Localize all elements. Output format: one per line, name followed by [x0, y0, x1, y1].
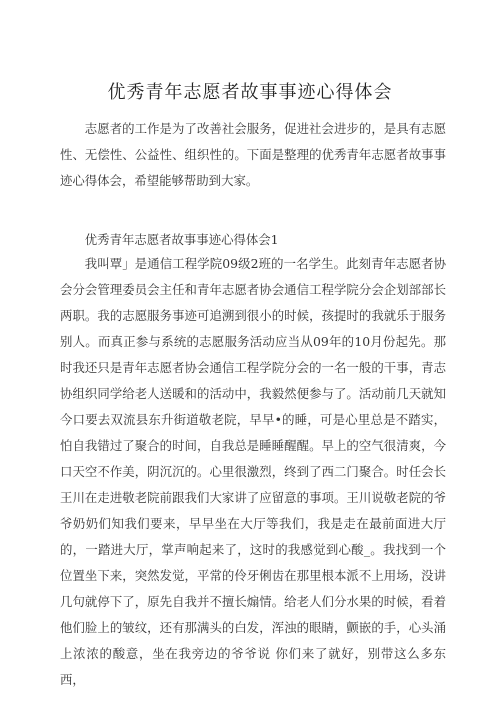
- document-title: 优秀青年志愿者故事事迹心得体会: [107, 82, 393, 103]
- body-paragraph: 我叫覃」是通信工程学院09级2班的一名学生。此刻青年志愿者协会分会管理委员会主任和青年志愿者协会通信工程学院分会企划部部长两职。我的志愿服务事迹可追溯到很小的时候，孩提时的我就乐于服务别人。而真正参与系统的志愿服务活动应当从09年的10月份起先。那时我还只是青年志愿者协会通信工程学院分会的一名一般的干事，青志协组织同学给老人送暖和的活动中，我毅然便参与了。活动前几天就知今口要去双流县东升街道敬老院，早早•的睡，可是心里总是不踏实，怕自我错过了聚合的时间，自我总是睡睡醒醒。早上的空气很清爽，今口天空不作美，阴沉沉的。心里很激烈，终到了西二门聚合。时任会长王川在走进敬老院前跟我们大家讲了应留意的事项。王川说敬老院的爷爷奶奶们知我们要来，早早坐在大厅等我们，我是走在最前面进大厅的，一踏进大厅，掌声响起来了，这时的我感觉到心酸_。我找到一个位置坐下来，突然发觉，平常的伶牙俐齿在那里根本派不上用场，没讲几句就停下了，原先自我并不擅长煽情。给老人们分水果的时候，看着他们脸上的皱纹，还有那满头的白发，浑浊的眼睛，颤嵌的手，心头涌上浓浓的酸意，坐在我旁边的爷爷说 你们来了就好，别带这么多东西，: [60, 256, 446, 687]
- intro-paragraph: 志愿者的工作是为了改善社会服务，促进社会进步的，是具有志愿性、无偿性、公益性、组织性的。下面是整理的优秀青年志愿者故事事迹心得体会，希望能够帮助到大家。: [60, 121, 446, 188]
- section-heading: 优秀青年志愿者故事事迹心得体会1: [84, 232, 279, 247]
